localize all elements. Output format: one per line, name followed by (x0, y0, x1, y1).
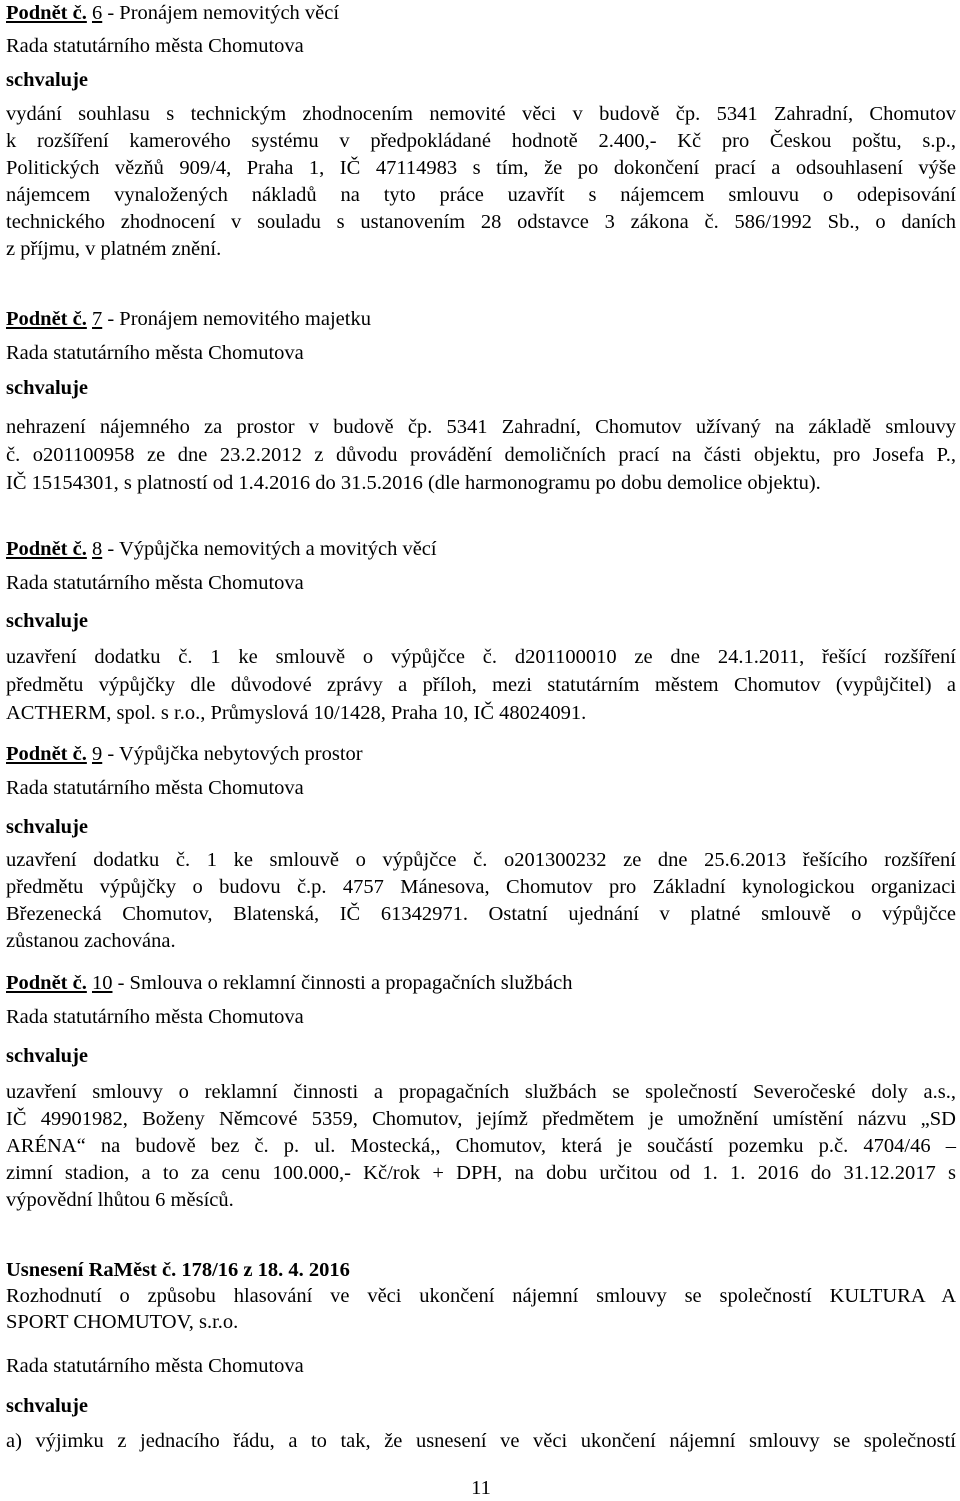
text-line: SPORT CHOMUTOV, s.r.o. (6, 1311, 239, 1333)
verb-label: schvaluje (6, 610, 88, 632)
body-name: Rada statutárního města Chomutova (6, 572, 304, 594)
text-line: k rozšíření kamerového systému v předpokládané hodnotě 2.400,- Kč pro Českou poštu, s.p., (6, 130, 956, 152)
text-line: č. o201100958 ze dne 23.2.2012 z důvodu provádění demoličních prací na části objektu, pro Josefa P., (6, 444, 956, 466)
item-heading: Podnět č. 6 - Pronájem nemovitých věcí (6, 2, 340, 24)
text-line: ARÉNA“ na budově bez č. p. ul. Mostecká,, Chomutov, která je součástí pozemku p.č. 4704/46 – (6, 1135, 956, 1157)
text-line: zůstanou zachována. (6, 930, 176, 952)
body-name: Rada statutárního města Chomutova (6, 35, 304, 57)
text-line: Březenecká Chomutov, Blatenská, IČ 61342971. Ostatní ujednání v platné smlouvě o výpůjčce (6, 903, 956, 925)
text-line: uzavření smlouvy o reklamní činnosti a propagačních službách se společností Severočeské doly a.s., (6, 1081, 956, 1103)
text-line: IČ 15154301, s platností od 1.4.2016 do 31.5.2016 (dle harmonogramu po dobu demolice objektu). (6, 472, 821, 494)
verb-label: schvaluje (6, 816, 88, 838)
text-line: vydání souhlasu s technickým zhodnocením nemovité věci v budově čp. 5341 Zahradní, Chomutov (6, 103, 956, 125)
verb-label: schvaluje (6, 377, 88, 399)
item-heading: Podnět č. 9 - Výpůjčka nebytových prostor (6, 743, 363, 765)
text-line: Rozhodnutí o způsobu hlasování ve věci ukončení nájemní smlouvy se společností KULTURA A (6, 1285, 956, 1307)
verb-label: schvaluje (6, 1045, 88, 1067)
item-heading: Podnět č. 10 - Smlouva o reklamní činnosti a propagačních službách (6, 972, 573, 994)
page-number: 11 (471, 1477, 491, 1499)
text-line: předmětu výpůjčky dle důvodové zprávy a příloh, mezi statutárním městem Chomutov (vypůjčitel) a (6, 674, 956, 696)
text-line: IČ 49901982, Boženy Němcové 5359, Chomutov, jejímž předmětem je umožnění umístění názvu „SD (6, 1108, 956, 1130)
text-line: uzavření dodatku č. 1 ke smlouvě o výpůjčce č. d201100010 ze dne 24.1.2011, řešící rozšíření (6, 646, 956, 668)
text-line: ACTHERM, spol. s r.o., Průmyslová 10/1428, Praha 10, IČ 48024091. (6, 702, 587, 724)
item-heading: Podnět č. 8 - Výpůjčka nemovitých a movitých věcí (6, 538, 437, 560)
text-line: technického zhodnocení v souladu s ustanovením 28 odstavce 3 zákona č. 586/1992 Sb., o daních (6, 211, 956, 233)
text-line: uzavření dodatku č. 1 ke smlouvě o výpůjčce č. o201300232 ze dne 25.6.2013 řešícího rozšíření (6, 849, 956, 871)
text-line: nájemcem vynaložených nákladů na tyto práce uzavřít s nájemcem smlouvu o odepisování (6, 184, 956, 206)
text-line: z příjmu, v platném znění. (6, 238, 222, 260)
body-name: Rada statutárního města Chomutova (6, 342, 304, 364)
text-line: zimní stadion, a to za cenu 100.000,- Kč/rok + DPH, na dobu určitou od 1. 1. 2016 do 31.12.2017 s (6, 1162, 956, 1184)
verb-label: schvaluje (6, 1395, 88, 1417)
text-line: předmětu výpůjčky o budovu č.p. 4757 Mánesova, Chomutov pro Základní kynologickou organizaci (6, 876, 956, 898)
resolution-heading: Usnesení RaMěst č. 178/16 z 18. 4. 2016 (6, 1259, 350, 1281)
text-line: nehrazení nájemného za prostor v budově čp. 5341 Zahradní, Chomutov užívaný na základě smlouvy (6, 416, 956, 438)
body-name: Rada statutárního města Chomutova (6, 1006, 304, 1028)
text-line: Politických vězňů 909/4, Praha 1, IČ 47114983 s tím, že po dokončení prací a odsouhlasení výše (6, 157, 956, 179)
body-name: Rada statutárního města Chomutova (6, 1355, 304, 1377)
text-line: a) výjimku z jednacího řádu, a to tak, že usnesení ve věci ukončení nájemní smlouvy se společností (6, 1430, 956, 1452)
item-heading: Podnět č. 7 - Pronájem nemovitého majetku (6, 308, 371, 330)
body-name: Rada statutárního města Chomutova (6, 777, 304, 799)
text-line: výpovědní lhůtou 6 měsíců. (6, 1189, 234, 1211)
verb-label: schvaluje (6, 69, 88, 91)
